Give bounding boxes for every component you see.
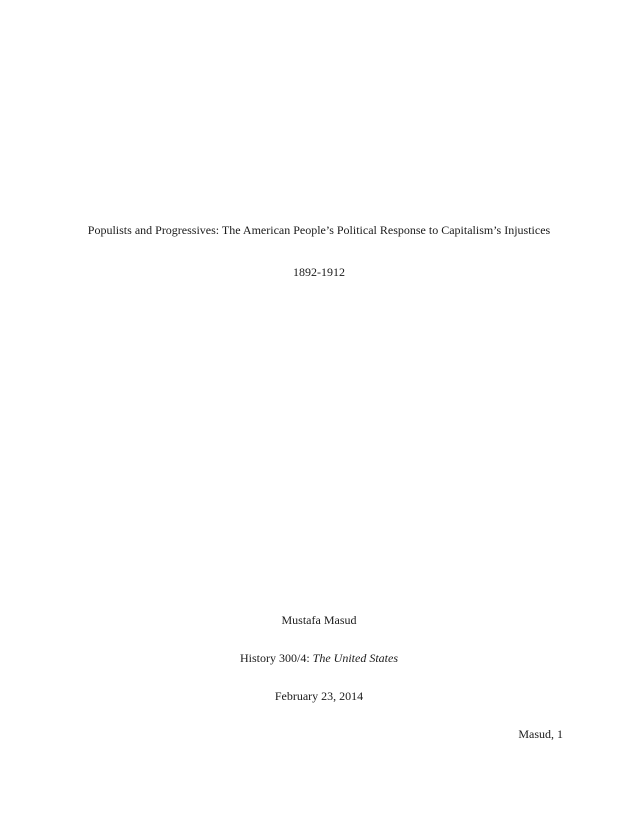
- document-date: February 23, 2014: [274, 689, 364, 703]
- course-number: History 300/4:: [240, 651, 313, 665]
- document-title: Populists and Progressives: The American People’s Political Response to Capitalism’s Injustices: [87, 223, 551, 237]
- course-title: The United States: [312, 651, 398, 665]
- page-number-header: Masud, 1: [518, 727, 563, 741]
- document-years: 1892-1912: [293, 265, 345, 279]
- course-line: [0, 650, 638, 666]
- author-name: Mustafa Masud: [281, 613, 357, 627]
